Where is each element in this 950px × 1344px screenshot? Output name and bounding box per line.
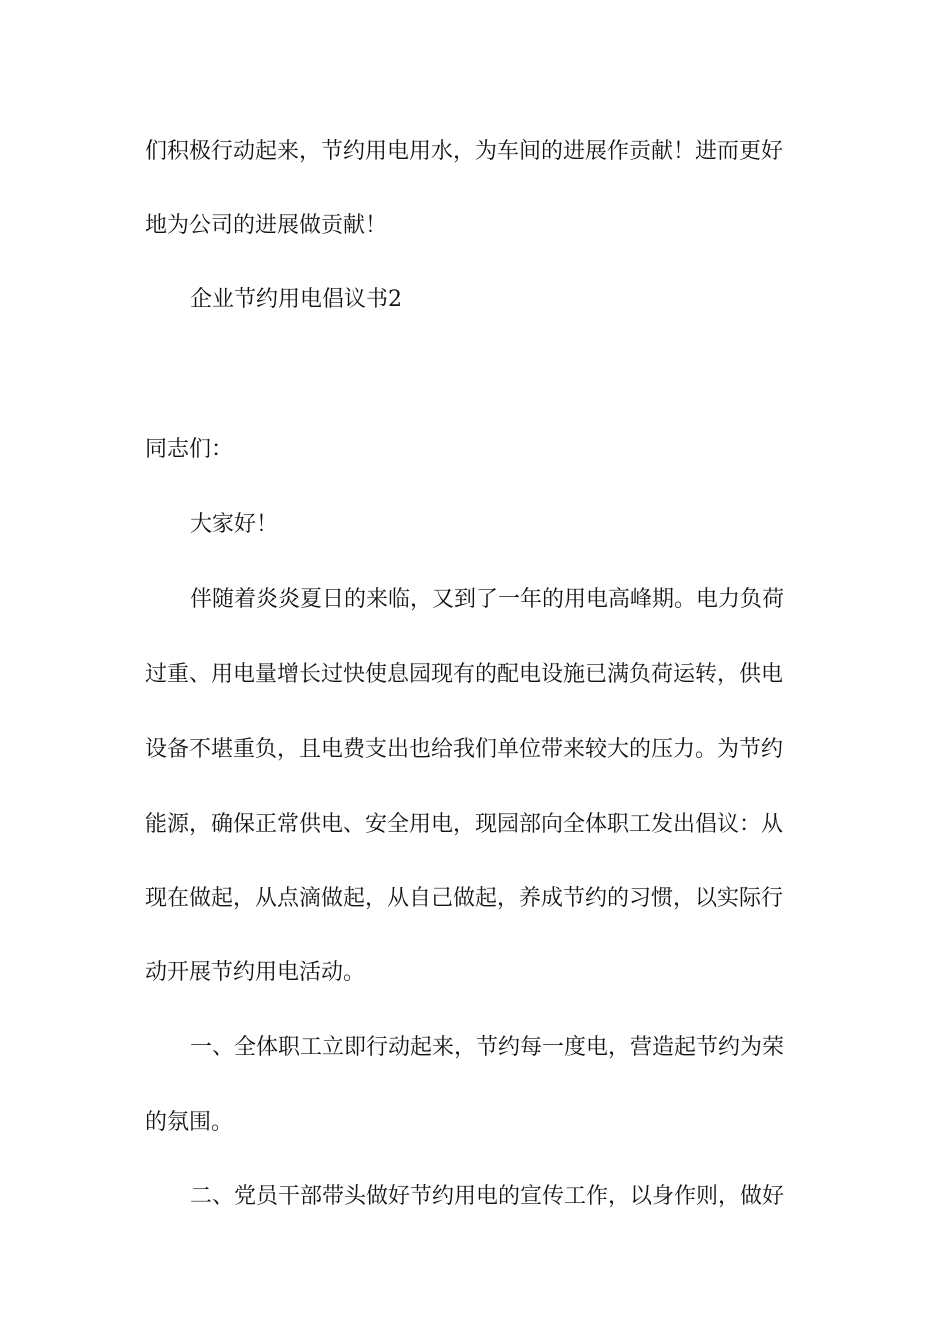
paragraph-line: 动开展节约用电活动。	[145, 960, 366, 985]
paragraph-line: 们积极行动起来，节约用电用水，为车间的进展作贡献！进而更好	[145, 139, 784, 164]
list-item-2: 二、党员干部带头做好节约用电的宣传工作，以身作则，做好	[190, 1184, 785, 1209]
section-title: 企业节约用电倡议书2	[190, 287, 402, 312]
paragraph-line: 伴随着炎炎夏日的来临，又到了一年的用电高峰期。电力负荷	[190, 587, 785, 612]
paragraph-line: 设备不堪重负，且电费支出也给我们单位带来较大的压力。为节约	[145, 737, 784, 762]
greeting: 大家好！	[190, 512, 279, 537]
salutation: 同志们：	[145, 437, 234, 462]
paragraph-line: 过重、用电量增长过快使息园现有的配电设施已满负荷运转，供电	[145, 662, 784, 687]
paragraph-line: 能源，确保正常供电、安全用电，现园部向全体职工发出倡议：从	[145, 812, 784, 837]
list-item-1-continued: 的氛围。	[145, 1110, 234, 1135]
paragraph-line: 现在做起，从点滴做起，从自己做起，养成节约的习惯，以实际行	[145, 886, 784, 911]
paragraph-line: 地为公司的进展做贡献！	[145, 213, 388, 238]
list-item-1: 一、全体职工立即行动起来，节约每一度电，营造起节约为荣	[190, 1035, 785, 1060]
